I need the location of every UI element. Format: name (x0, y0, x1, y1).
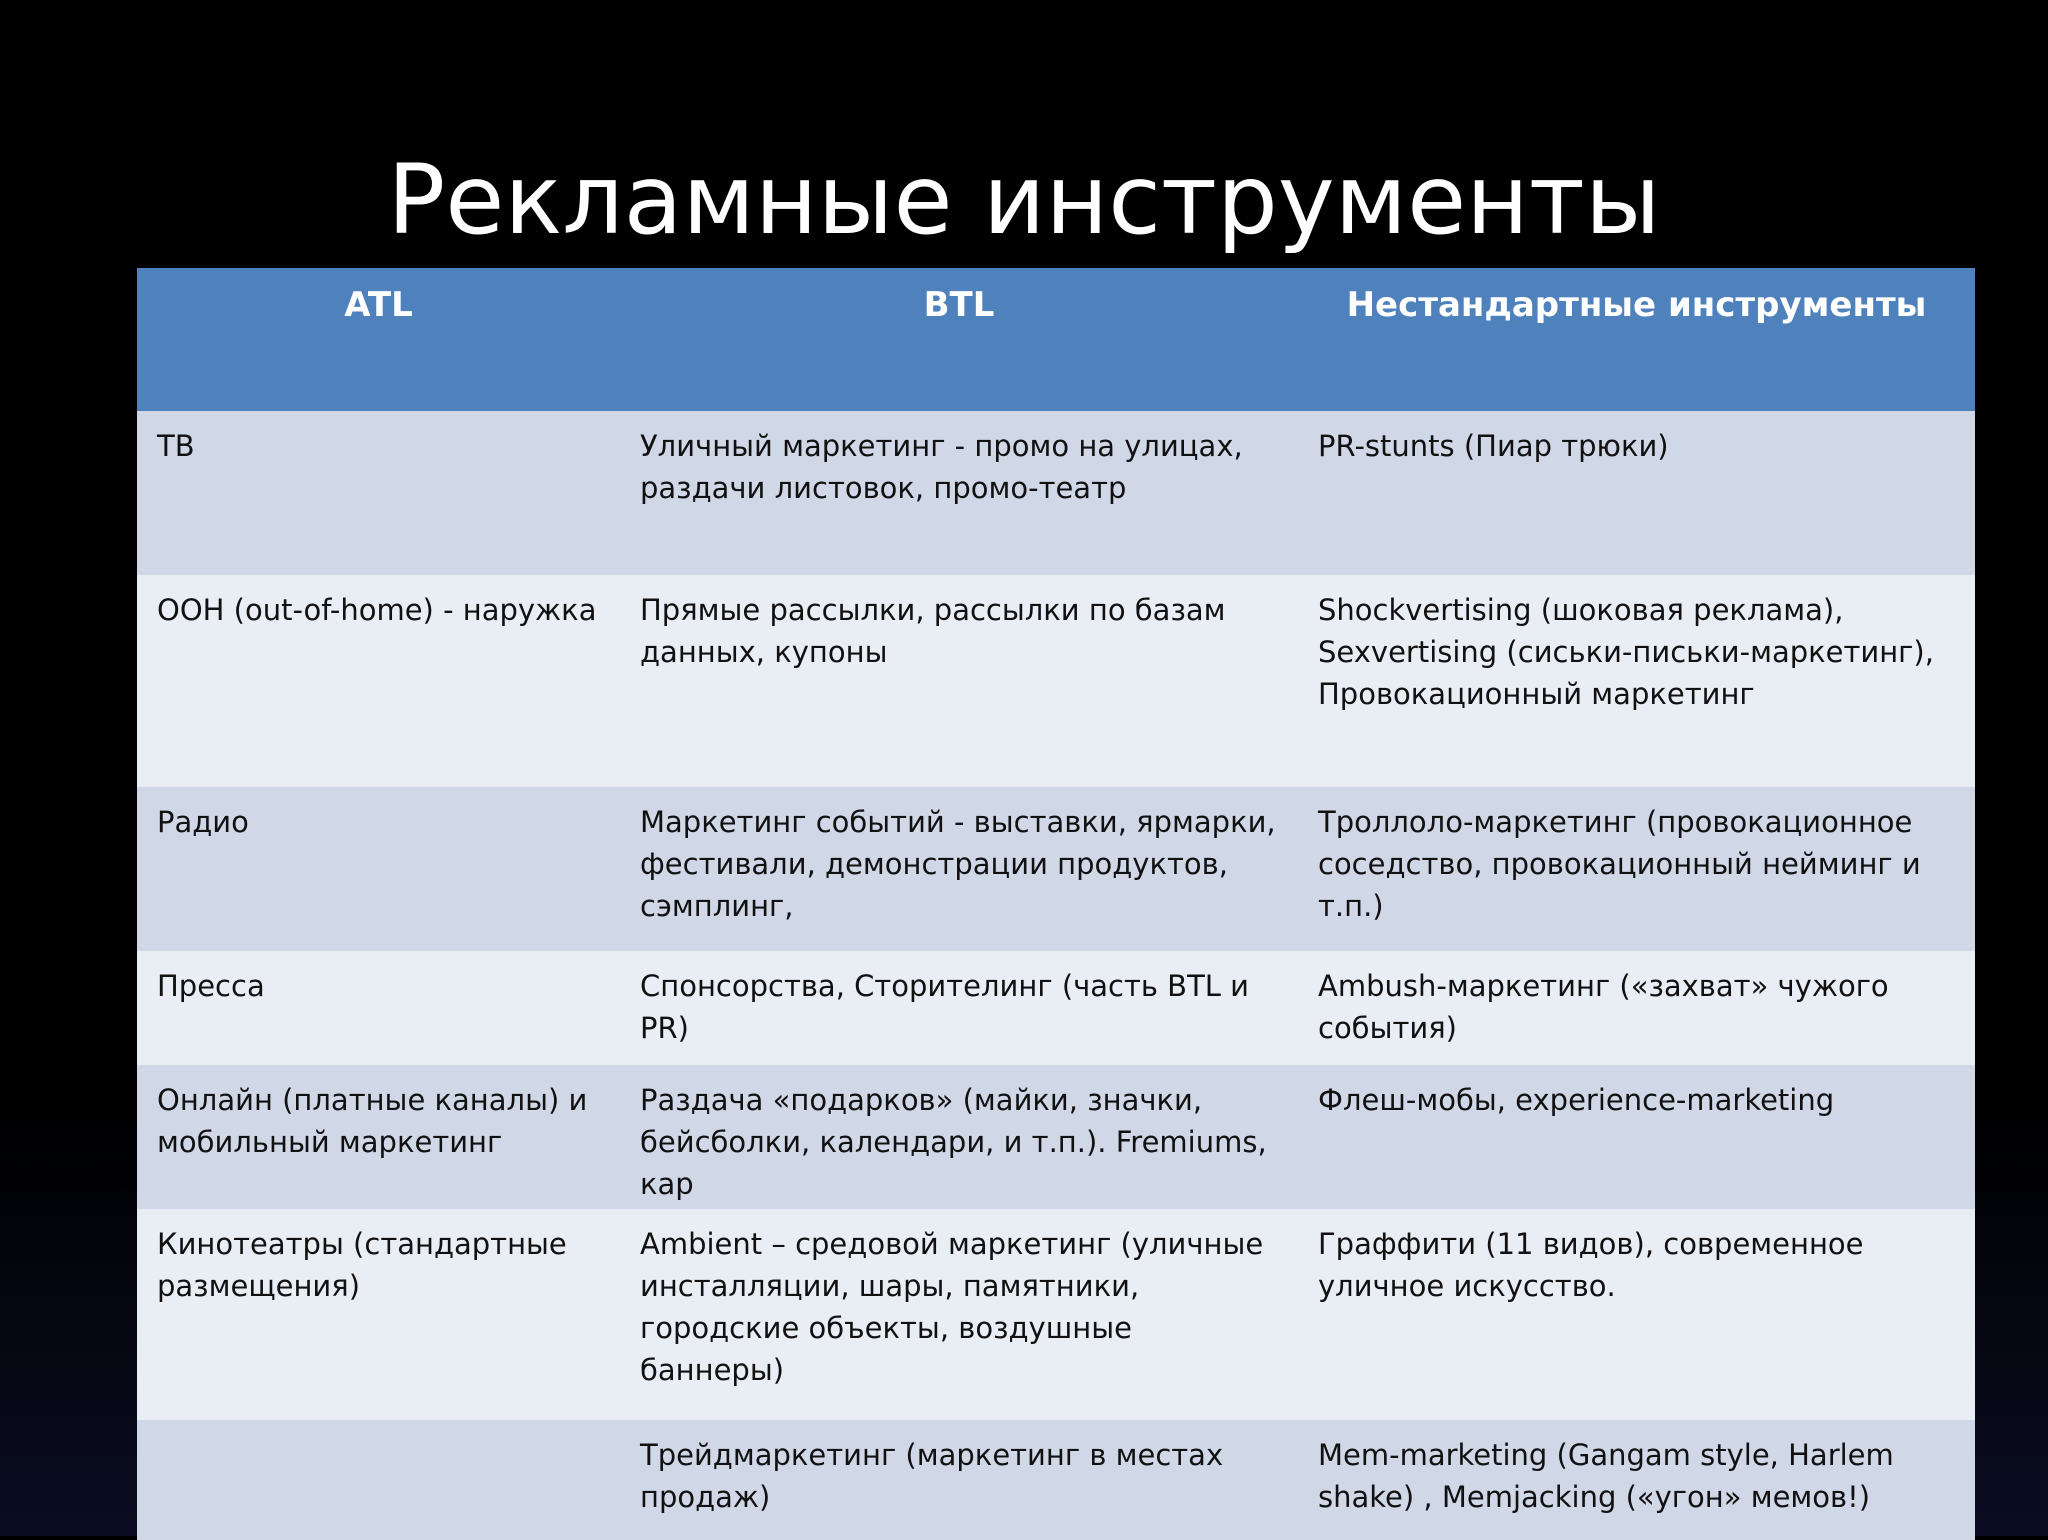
header-nonstandard: Нестандартные инструменты (1298, 268, 1975, 411)
table-row (137, 1065, 1975, 1209)
cell-btl: Уличный маркетинг - промо на улицах, раздачи листовок, промо-театр (620, 411, 1298, 575)
cell-atl: Онлайн (платные каналы) и мобильный маркетинг (137, 1065, 620, 1209)
cell-atl: OOH (out-of-home) - наружка (137, 575, 620, 787)
cell-nonstandard: Mem-marketing (Gangam style, Harlem shake) , Memjacking («угон» мемов!) (1298, 1420, 1975, 1540)
cell-nonstandard: Shockvertising (шоковая реклама), Sexvertising (сиськи-письки-маркетинг), Провокационный маркетинг (1298, 575, 1975, 787)
advertising-tools-table (137, 268, 1975, 1540)
cell-btl: Прямые рассылки, рассылки по базам данных, купоны (620, 575, 1298, 787)
header-atl: ATL (137, 268, 620, 411)
cell-nonstandard: Ambush-маркетинг («захват» чужого события) (1298, 951, 1975, 1065)
table-row (137, 411, 1975, 575)
cell-nonstandard: Граффити (11 видов), современное уличное искусство. (1298, 1209, 1975, 1420)
cell-btl: Раздача «подарков» (майки, значки, бейсболки, календари, и т.п.). Fremiums, кар (620, 1065, 1298, 1209)
cell-btl: Трейдмаркетинг (маркетинг в местах продаж) (620, 1420, 1298, 1540)
table-row (137, 951, 1975, 1065)
table-header-row (137, 268, 1975, 411)
cell-nonstandard: Флеш-мобы, experience-marketing (1298, 1065, 1975, 1209)
table-row (137, 1420, 1975, 1540)
cell-btl: Ambient – средовой маркетинг (уличные инсталляции, шары, памятники, городские объекты, воздушные баннеры) (620, 1209, 1298, 1420)
header-btl: BTL (620, 268, 1298, 411)
slide-title: Рекламные инструменты (387, 144, 1661, 256)
table-row (137, 1209, 1975, 1420)
table-row (137, 787, 1975, 951)
cell-atl: Пресса (137, 951, 620, 1065)
cell-atl: ТВ (137, 411, 620, 575)
cell-atl: Радио (137, 787, 620, 951)
cell-atl (137, 1420, 620, 1540)
table-row (137, 575, 1975, 787)
cell-btl: Спонсорства, Сторителинг (часть BTL и PR) (620, 951, 1298, 1065)
cell-atl: Кинотеатры (стандартные размещения) (137, 1209, 620, 1420)
cell-nonstandard: Троллоло-маркетинг (провокационное соседство, провокационный нейминг и т.п.) (1298, 787, 1975, 951)
cell-nonstandard: PR-stunts (Пиар трюки) (1298, 411, 1975, 575)
cell-btl: Маркетинг событий - выставки, ярмарки, фестивали, демонстрации продуктов, сэмплинг, (620, 787, 1298, 951)
